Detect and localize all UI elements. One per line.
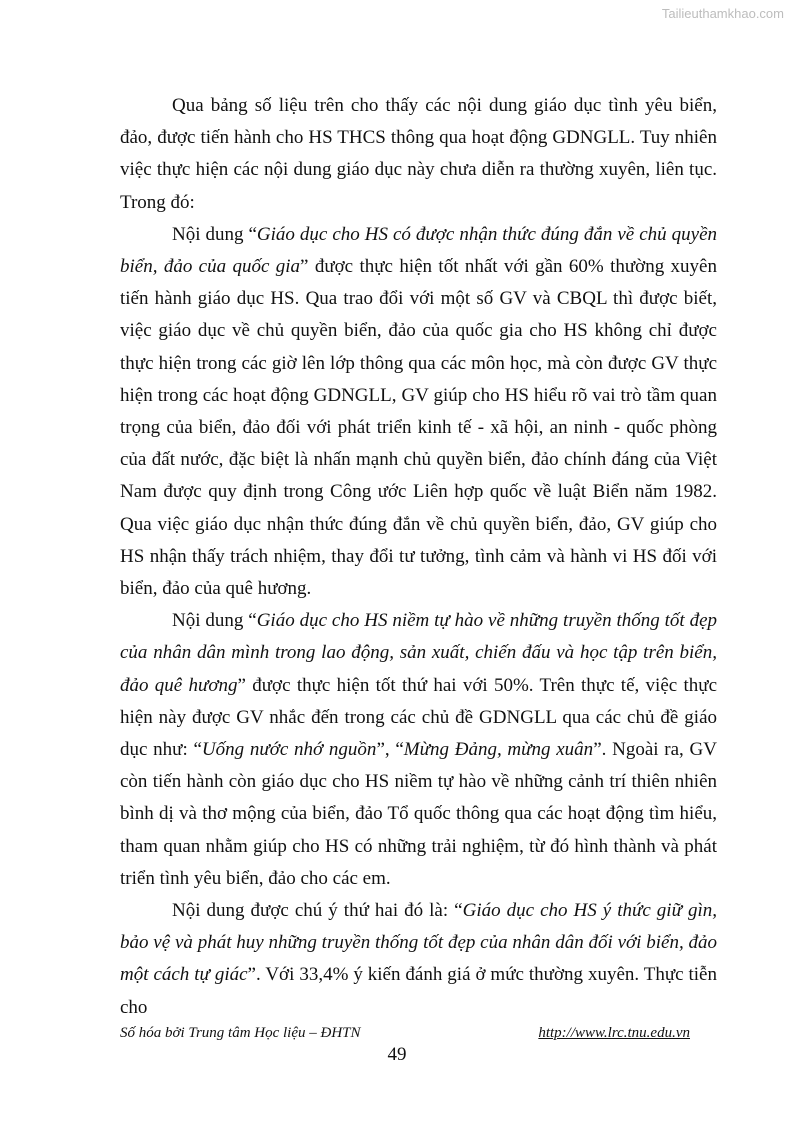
page-number: 49 [387,1044,407,1065]
footer-source: Số hóa bởi Trung tâm Học liệu – ĐHTN [120,1025,361,1041]
italic-quote-text: Uống nước nhớ nguồn [201,739,377,761]
footer-link[interactable]: http://www.lrc.tnu.edu.vn [538,1025,690,1041]
italic-quote-text: Giáo dục cho HS có được nhận thức đúng đắn về chủ quyền biển, đảo của quốc gia [120,223,717,278]
italic-quote-text: Mừng Đảng, mừng xuân [403,739,594,761]
paragraph-1 [120,90,717,219]
paragraph-text: Nội dung được chú ý thứ hai đó là: “ [172,900,463,922]
paragraph-text: ”. Ngoài ra, GV còn tiến hành còn giáo dục cho HS niềm tự hào về những cảnh trí thiên nhiên bình dị và thơ mộng của biển, đảo Tổ quốc thông qua các hoạt động tìm hiểu, tham quan nhằm giúp cho HS có những trải nghiệm, từ đó hình thành và phát triển tình yêu biển, đảo cho các em. [120,739,717,889]
paragraph-text: ”. Với 33,4% ý kiến đánh giá ở mức thường xuyên. Thực tiễn cho [120,964,717,1018]
paragraph-text: Nội dung “ [172,223,257,245]
italic-quote-text: Giáo dục cho HS ý thức giữ gìn, bảo vệ và phát huy những truyền thống tốt đẹp của nhân dân đối với biển, đảo một cách tự giác [120,900,717,986]
document-body [120,90,717,1024]
paragraph-text: ” được thực hiện tốt thứ hai với 50%. Trên thực tế, việc thực hiện này được GV nhắc đến trong các chủ đề GDNGLL qua các chủ đề giáo dục như: “ [120,674,718,761]
paragraph-text: ” được thực hiện tốt nhất với gần 60% thường xuyên tiến hành giáo dục HS. Qua trao đổi với một số GV và CBQL thì được biết, việc giáo dục về chủ quyền biển, đảo của quốc gia cho HS không chỉ được thực hiện trong các giờ lên lớp thông qua các môn học, mà còn được GV thực hiện trong các hoạt động GDNGLL, GV giúp cho HS hiểu rõ vai trò tầm quan trọng của biển, đảo đối với phát triển kinh tế - xã hội, an ninh - quốc phòng của đất nước, đặc biệt là nhấn mạnh chủ quyền biển, đảo chính đáng của Việt Nam được quy định trong Công ước Liên hợp quốc về luật Biển năm 1982. Qua việc giáo dục nhận thức đúng đắn về chủ quyền biển, đảo, GV giúp cho HS nhận thấy trách nhiệm, thay đổi tư tưởng, tình cảm và hành vi HS đối với biển, đảo của quê hương. [120,256,717,600]
paragraph-text: Qua bảng số liệu trên cho thấy các nội dung giáo dục tình yêu biển, đảo, được tiến hành cho HS THCS thông qua hoạt động GDNGLL. Tuy nhiên việc thực hiện các nội dung giáo dục này chưa diễn ra thường xuyên, liên tục. Trong đó: [120,95,717,213]
paragraph-text: Nội dung “ [172,610,257,632]
paragraph-4 [120,895,717,1024]
paragraph-2 [120,219,717,605]
watermark: Tailieuthamkhao.com [661,6,784,21]
paragraph-3 [120,605,717,895]
paragraph-text: ”, “ [376,739,404,761]
italic-quote-text: Giáo dục cho HS niềm tự hào về những truyền thống tốt đẹp của nhân dân mình trong lao động, sản xuất, chiến đấu và học tập trên biển, đảo quê hương [120,610,717,696]
